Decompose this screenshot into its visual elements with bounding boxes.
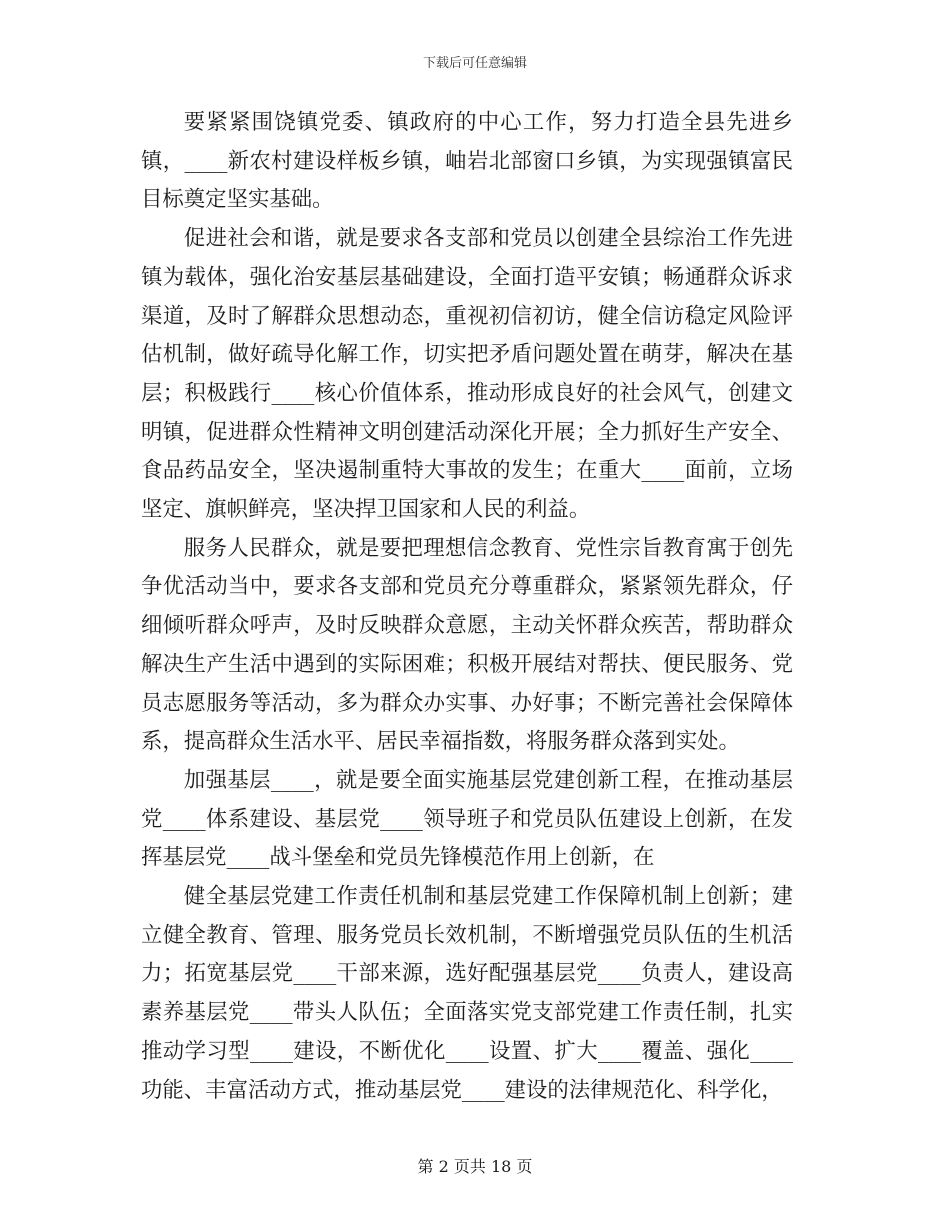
document-body — [141, 104, 793, 1110]
paragraph: 服务人民群众，就是要把理想信念教育、党性宗旨教育寓于创先争优活动当中，要求各支部和党员充分尊重群众，紧紧领先群众，仔细倾听群众呼声，及时反映群众意愿，主动关怀群众疾苦，帮助群众解决生产生活中遇到的实际困难；积极开展结对帮扶、便民服务、党员志愿服务等活动，多为群众办实事、办好事；不断完善社会保障体系，提高群众生活水平、居民幸福指数，将服务群众落到实处。 — [141, 535, 793, 755]
paragraph: 健全基层党建工作责任机制和基层党建工作保障机制上创新；建立健全教育、管理、服务党员长效机制，不断增强党员队伍的生机活力；拓宽基层党____干部来源，选好配强基层党____负责人，建设高素养基层党____带头人队伍；全面落实党支部党建工作责任制，扎实推动学习型____建设，不断优化____设置、扩大____覆盖、强化____功能、丰富活动方式，推动基层党____建设的法律规范化、科学化， — [141, 884, 793, 1103]
page-header: 下载后可任意编辑 — [422, 56, 527, 71]
paragraph: 要紧紧围饶镇党委、镇政府的中心工作，努力打造全县先进乡镇，____新农村建设样板乡镇，岫岩北部窗口乡镇，为实现强镇富民目标奠定坚实基础。 — [141, 110, 793, 213]
page-footer: 第 2 页共 18 页 — [417, 1157, 533, 1176]
paragraph: 加强基层____，就是要全面实施基层党建创新工程，在推动基层党____体系建设、基层党____领导班子和党员队伍建设上创新，在发挥基层党____战斗堡垒和党员先锋模范作用上创新，在 — [141, 767, 793, 871]
paragraph: 促进社会和谐，就是要求各支部和党员以创建全县综治工作先进镇为载体，强化治安基层基础建设，全面打造平安镇；畅通群众诉求渠道，及时了解群众思想动态，重视初信初访，健全信访稳定风险评估机制，做好疏导化解工作，切实把矛盾问题处置在萌芽，解决在基层；积极践行____核心价值体系，推动形成良好的社会风气，创建文明镇，促进群众性精神文明创建活动深化开展；全力抓好生产安全、食品药品安全，坚决遏制重特大事故的发生；在重大____面前，立场坚定、旗帜鲜亮，坚决捍卫国家和人民的利益。 — [141, 226, 793, 523]
